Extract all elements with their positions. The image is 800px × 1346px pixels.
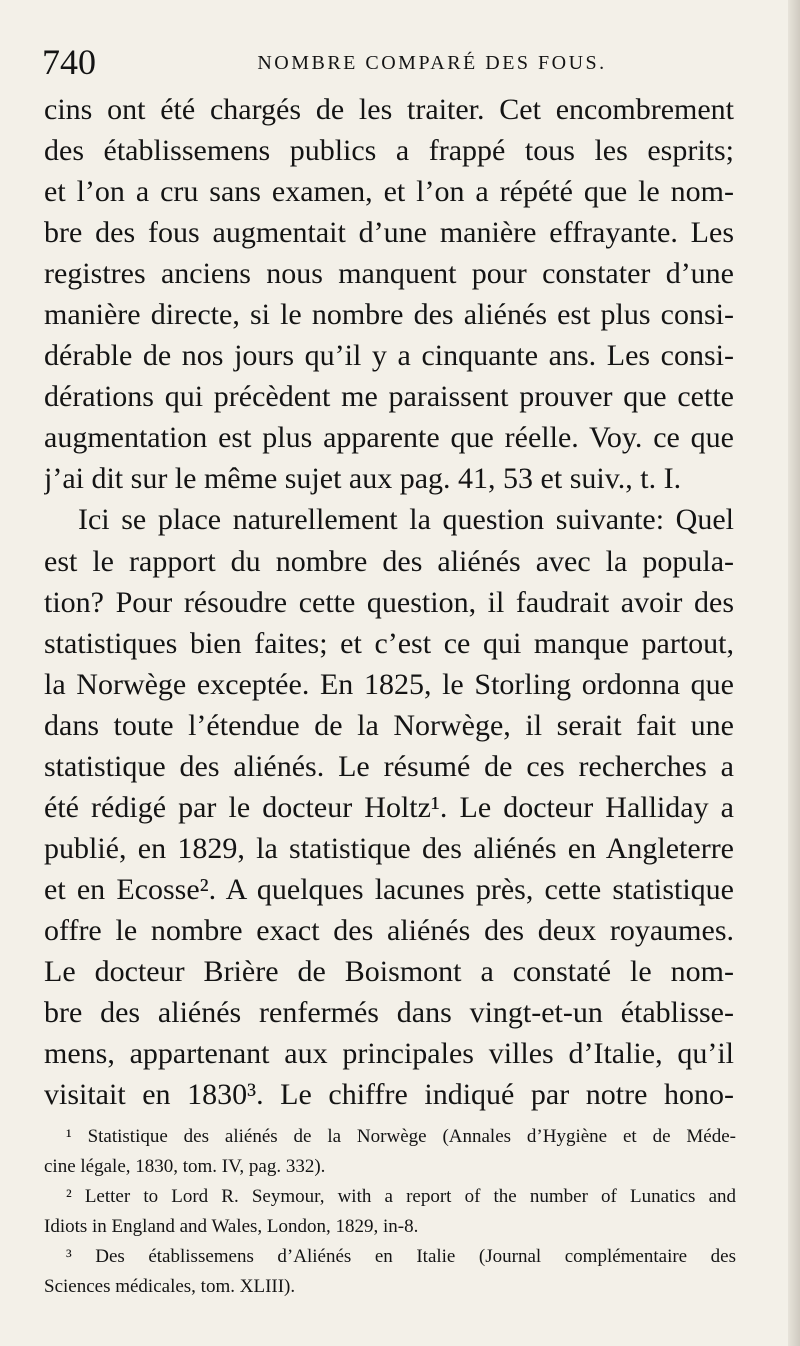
- text-line: est le rapport du nombre des aliénés avec la popula-: [44, 544, 734, 578]
- footnote-3-line: Sciences médicales, tom. XLIII).: [44, 1276, 296, 1297]
- text-line: visitait en 1830³. Le chiffre indiqué par notre hono-: [44, 1078, 734, 1112]
- text-line: publié, en 1829, la statistique des aliénés en Angleterre: [44, 831, 734, 865]
- text-line: et l’on a cru sans examen, et l’on a répété que le nom-: [44, 175, 734, 209]
- page-header: [42, 42, 742, 86]
- text-line: augmentation est plus apparente que réelle. Voy. ce que: [44, 421, 734, 455]
- footnote-1-line: cine légale, 1830, tom. IV, pag. 332).: [44, 1156, 326, 1177]
- page-number: 740: [42, 42, 96, 82]
- text-line: bre des aliénés renfermés dans vingt-et-un établisse-: [44, 996, 734, 1030]
- text-line: cins ont été chargés de les traiter. Cet encombrement: [44, 93, 734, 126]
- text-line: Le docteur Brière de Boismont a constaté le nom-: [44, 954, 734, 988]
- footnote-3-line: ³ Des établissemens d’Aliénés en Italie (Journal complémentaire des: [66, 1246, 736, 1267]
- text-line: statistique des aliénés. Le résumé de ces recherches a: [44, 749, 734, 783]
- text-line: manière directe, si le nombre des aliénés est plus consi-: [44, 298, 734, 332]
- text-line: j’ai dit sur le même sujet aux pag. 41, 53 et suiv., t. I.: [44, 462, 682, 496]
- text-line: été rédigé par le docteur Holtz¹. Le docteur Halliday a: [44, 790, 734, 824]
- text-line: tion? Pour résoudre cette question, il faudrait avoir des: [44, 585, 734, 619]
- paragraph-start-line: Ici se place naturellement la question suivante: Quel: [78, 503, 734, 537]
- footnote-2-line: Idiots in England and Wales, London, 1829, in-8.: [44, 1216, 419, 1237]
- text-line: statistiques bien faites; et c’est ce qui manque partout,: [44, 626, 734, 660]
- text-line: bre des fous augmentait d’une manière effrayante. Les: [44, 216, 734, 250]
- running-title: NOMBRE COMPARÉ DES FOUS.: [257, 52, 607, 74]
- text-line: la Norwège exceptée. En 1825, le Storling ordonna que: [44, 667, 734, 701]
- text-line: dérable de nos jours qu’il y a cinquante ans. Les consi-: [44, 339, 734, 373]
- text-line: registres anciens nous manquent pour constater d’une: [44, 257, 734, 291]
- text-line: offre le nombre exact des aliénés des deux royaumes.: [44, 913, 734, 947]
- body-text: [44, 89, 734, 1115]
- footnotes: [44, 1122, 736, 1302]
- text-line: dans toute l’étendue de la Norwège, il serait fait une: [44, 708, 734, 742]
- text-line: et en Ecosse². A quelques lacunes près, cette statistique: [44, 872, 734, 906]
- page-edge: [788, 0, 800, 1346]
- footnote-1-line: ¹ Statistique des aliénés de la Norwège (Annales d’Hygiène et de Méde-: [66, 1126, 736, 1147]
- footnote-2-line: ² Letter to Lord R. Seymour, with a report of the number of Lunatics and: [66, 1186, 736, 1207]
- text-line: dérations qui précèdent me paraissent prouver que cette: [44, 380, 734, 414]
- text-line: mens, appartenant aux principales villes d’Italie, qu’il: [44, 1037, 734, 1071]
- text-line: des établissemens publics a frappé tous les esprits;: [44, 134, 734, 168]
